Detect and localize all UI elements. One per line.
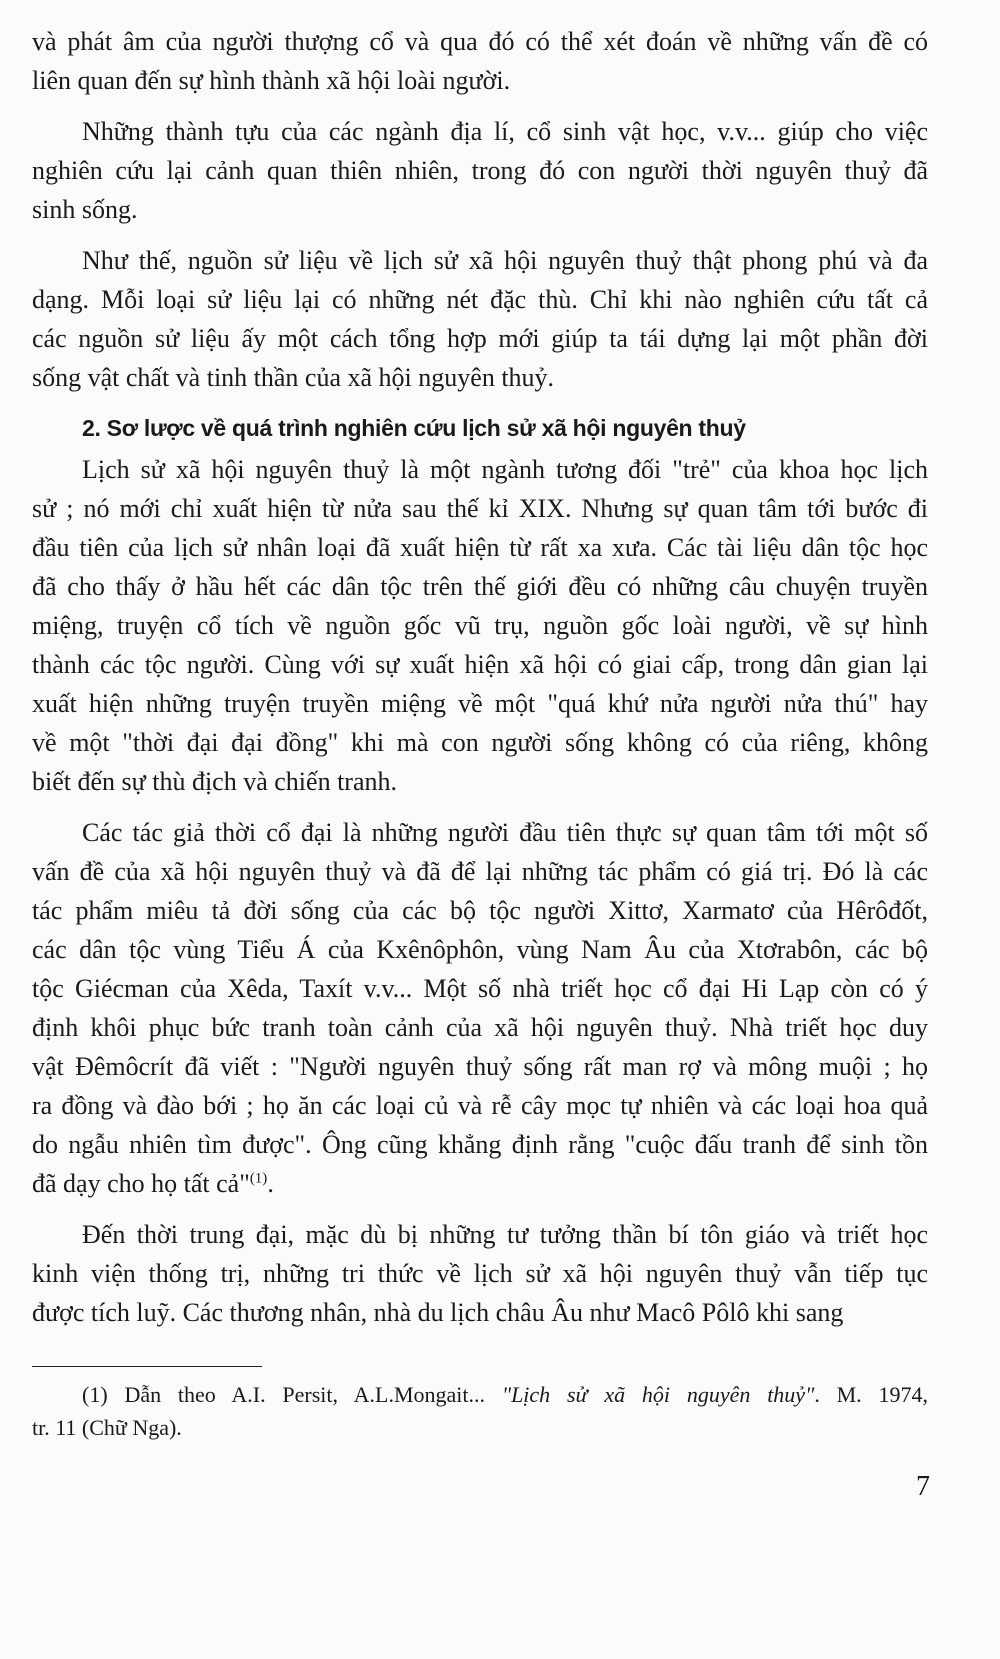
text-line (32, 1125, 928, 1164)
text-line-content: sinh sống. (32, 195, 138, 224)
text-line-content: thành các tộc người. Cùng với sự xuất hiện xã hội có giai cấp, trong dân gian lại (32, 650, 928, 679)
text-line-content: dạng. Mỗi loại sử liệu lại có những nét đặc thù. Chỉ khi nào nghiên cứu tất cả (32, 285, 928, 314)
text-line (32, 1086, 928, 1125)
section-paragraphs (32, 450, 928, 1332)
text-line (32, 969, 928, 1008)
text-line-content: Những thành tựu của các ngành địa lí, cổ sinh vật học, v.v... giúp cho việc (82, 117, 928, 146)
text-line (32, 1008, 928, 1047)
text-line (32, 1164, 928, 1203)
text-line (32, 1215, 928, 1254)
text-line-content: các dân tộc vùng Tiểu Á của Kxênôphôn, vùng Nam Âu của Xtơrabôn, các bộ (32, 935, 928, 964)
text-line-content: nghiên cứu lại cảnh quan thiên nhiên, trong đó con người thời nguyên thuỷ đã (32, 156, 928, 185)
text-line-content: và phát âm của người thượng cổ và qua đó có thể xét đoán về những vấn đề có (32, 27, 928, 56)
text-line-content: xuất hiện những truyện truyền miệng về một "quá khứ nửa người nửa thú" hay (32, 689, 928, 718)
text-line-content: các nguồn sử liệu ấy một cách tổng hợp mới giúp ta tái dựng lại một phần đời (32, 324, 928, 353)
text-line (32, 22, 928, 61)
footnote-line (32, 1378, 928, 1411)
footnote-title: "Lịch sử xã hội nguyên thuỷ" (501, 1382, 815, 1407)
text-line-content: ra đồng và đào bới ; họ ăn các loại củ và rễ cây mọc tự nhiên và các loại hoa quả (32, 1091, 928, 1120)
text-line-content: được tích luỹ. Các thương nhân, nhà du lịch châu Âu như Macô Pôlô khi sang (32, 1298, 844, 1327)
section-heading: 2. Sơ lược về quá trình nghiên cứu lịch sử xã hội nguyên thuỷ (82, 415, 746, 441)
footnote (32, 1378, 928, 1444)
text-line (32, 528, 928, 567)
text-line-content: tác phẩm miêu tả đời sống của các bộ tộc người Xittơ, Xarmatơ của Hêrôđốt, (32, 896, 928, 925)
text-line (32, 891, 928, 930)
text-line (32, 1293, 928, 1332)
text-line-content: đã dạy cho họ tất cả" (32, 1169, 250, 1198)
text-line (32, 489, 928, 528)
text-line-content: vật Đêmôcrít đã viết : "Người nguyên thuỷ sống rất man rợ và mông muội ; họ (32, 1052, 928, 1081)
footnote-divider (32, 1366, 262, 1367)
text-line (32, 930, 928, 969)
text-line-content: đã cho thấy ở hầu hết các dân tộc trên thế giới đều có những câu chuyện truyền (32, 572, 928, 601)
text-line (32, 762, 928, 801)
footnote-reference[interactable]: (1) (249, 1170, 268, 1187)
text-line-content: đầu tiên của lịch sử nhân loại đã xuất hiện từ rất xa xưa. Các tài liệu dân tộc học (32, 533, 928, 562)
text-line (32, 112, 928, 151)
text-line-content: Như thế, nguồn sử liệu về lịch sử xã hội nguyên thuỷ thật phong phú và đa (82, 246, 928, 275)
paragraph (32, 112, 928, 229)
page-body (32, 22, 928, 1332)
text-line-content: Đến thời trung đại, mặc dù bị những tư tưởng thần bí tôn giáo và triết học (82, 1220, 928, 1249)
text-line (32, 852, 928, 891)
text-line (32, 684, 928, 723)
text-line-content: liên quan đến sự hình thành xã hội loài người. (32, 66, 511, 95)
text-line-content: sống vật chất và tinh thần của xã hội nguyên thuỷ. (32, 363, 555, 392)
text-line-content: tộc Giécman của Xêda, Taxít v.v... Một số nhà triết học cổ đại Hi Lạp còn có ý (32, 974, 928, 1003)
text-line-content: sử ; nó mới chỉ xuất hiện từ nửa sau thế kỉ XIX. Nhưng sự quan tâm tới bước đi (32, 494, 928, 523)
text-line-content: Các tác giả thời cổ đại là những người đầu tiên thực sự quan tâm tới một số (82, 818, 928, 847)
footnote-source: (1) Dẫn theo A.I. Persit, A.L.Mongait... (82, 1382, 502, 1407)
text-line (32, 723, 928, 762)
text-line (32, 606, 928, 645)
text-line (32, 450, 928, 489)
text-line (32, 151, 928, 190)
text-line-content: định khôi phục bức tranh toàn cảnh của xã hội nguyên thuỷ. Nhà triết học duy (32, 1013, 928, 1042)
text-line (32, 241, 928, 280)
text-line-content: vấn đề của xã hội nguyên thuỷ và đã để lại những tác phẩm có giá trị. Đó là các (32, 857, 928, 886)
paragraph (32, 813, 928, 1203)
text-line-content: do ngẫu nhiên tìm được". Ông cũng khẳng định rằng "cuộc đấu tranh để sinh tồn (32, 1130, 928, 1159)
page-number: 7 (916, 1471, 930, 1502)
text-line (32, 1047, 928, 1086)
text-line (32, 813, 928, 852)
text-line (32, 280, 928, 319)
paragraph (32, 450, 928, 801)
text-line (32, 190, 928, 229)
intro-paragraphs (32, 22, 928, 397)
text-line-content: về một "thời đại đại đồng" khi mà con người sống không có của riêng, không (32, 728, 928, 757)
text-line-content: kinh viện thống trị, những tri thức về lịch sử xã hội nguyên thuỷ vẫn tiếp tục (32, 1259, 928, 1288)
footnote-line: tr. 11 (Chữ Nga). (32, 1415, 182, 1440)
text-line (32, 358, 928, 397)
paragraph (32, 22, 928, 100)
text-line-content: Lịch sử xã hội nguyên thuỷ là một ngành tương đối "trẻ" của khoa học lịch (82, 455, 928, 484)
text-line (32, 61, 928, 100)
text-line-content: biết đến sự thù địch và chiến tranh. (32, 767, 397, 796)
text-line (32, 319, 928, 358)
footnote-suffix: . M. 1974, (814, 1382, 928, 1407)
text-line (32, 1254, 928, 1293)
punctuation: . (267, 1169, 274, 1198)
text-line (32, 567, 928, 606)
paragraph (32, 1215, 928, 1332)
paragraph (32, 241, 928, 397)
text-line-content: miệng, truyện cổ tích về nguồn gốc vũ trụ, nguồn gốc loài người, về sự hình (32, 611, 928, 640)
text-line (32, 645, 928, 684)
